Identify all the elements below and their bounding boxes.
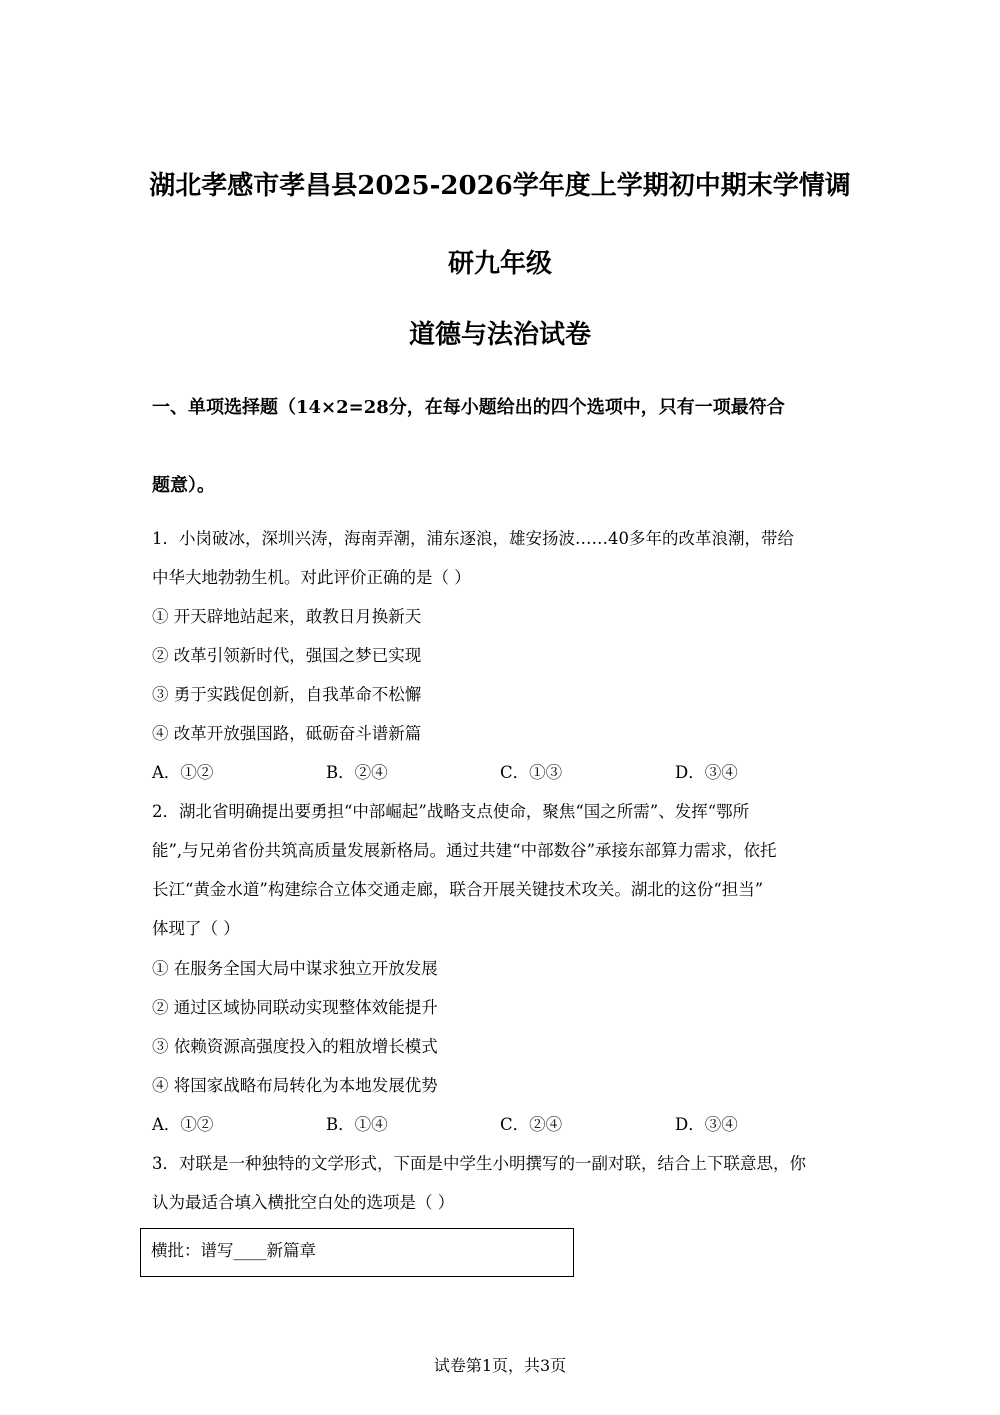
- q2-stem-line-2: 能”,与兄弟省份共筑高质量发展新格局。通过共建“中部数谷”承接东部算力需求，依托: [152, 841, 777, 860]
- q1-statement-1: ① 开天辟地站起来，敢教日月换新天: [152, 607, 422, 626]
- q3-stem-line-1: 3．对联是一种独特的文学形式，下面是中学生小明撰写的一副对联，结合上下联意思，你: [152, 1154, 806, 1173]
- q2-option-a[interactable]: A．①②: [152, 1115, 214, 1134]
- page-title-line-1: 湖北孝感市孝昌县2025-2026学年度上学期初中期末学情调: [149, 171, 851, 201]
- q1-option-d[interactable]: D．③④: [675, 763, 738, 782]
- q2-stem-line-1: 2．湖北省明确提出要勇担“中部崛起”战略支点使命，聚焦“国之所需”、发挥“鄂所: [152, 802, 750, 821]
- page-subtitle: 道德与法治试卷: [408, 320, 591, 350]
- couplet-box: [140, 1228, 574, 1277]
- q1-statement-2: ② 改革引领新时代，强国之梦已实现: [152, 646, 422, 665]
- q3-stem-line-2: 认为最适合填入横批空白处的选项是（ ）: [152, 1193, 455, 1212]
- page-footer: 试卷第1页，共3页: [433, 1356, 567, 1375]
- q2-stem-line-3: 长江“黄金水道”构建综合立体交通走廊，联合开展关键技术攻关。湖北的这份“担当”: [152, 880, 764, 899]
- q1-option-a[interactable]: A．①②: [152, 763, 214, 782]
- q1-option-b[interactable]: B．②④: [326, 763, 388, 782]
- q2-statement-1: ① 在服务全国大局中谋求独立开放发展: [152, 959, 438, 978]
- q1-statement-3: ③ 勇于实践促创新，自我革命不松懈: [152, 685, 422, 704]
- section-heading-line-2: 题意）。: [152, 475, 215, 496]
- q2-statement-3: ③ 依赖资源高强度投入的粗放增长模式: [152, 1037, 438, 1056]
- page-title-line-2: 研九年级: [447, 249, 552, 279]
- q2-option-c[interactable]: C．②④: [500, 1115, 563, 1134]
- q2-statement-4: ④ 将国家战略布局转化为本地发展优势: [152, 1076, 438, 1095]
- q2-option-d[interactable]: D．③④: [675, 1115, 738, 1134]
- section-heading-line-1: 一、单项选择题（14×2=28分，在每小题给出的四个选项中，只有一项最符合: [152, 397, 785, 418]
- q1-option-c[interactable]: C．①③: [500, 763, 563, 782]
- couplet-horizontal-scroll-text: 横批：谱写____新篇章: [151, 1241, 316, 1260]
- q2-stem-line-4: 体现了（ ）: [152, 919, 240, 938]
- q1-stem-line-1: 1．小岗破冰，深圳兴涛，海南弄潮，浦东逐浪，雄安扬波……40多年的改革浪潮，带给: [152, 529, 794, 548]
- q1-stem-line-2: 中华大地勃勃生机。对此评价正确的是（ ）: [152, 568, 471, 587]
- q2-statement-2: ② 通过区域协同联动实现整体效能提升: [152, 998, 438, 1017]
- q2-option-b[interactable]: B．①④: [326, 1115, 388, 1134]
- q1-statement-4: ④ 改革开放强国路，砥砺奋斗谱新篇: [152, 724, 422, 743]
